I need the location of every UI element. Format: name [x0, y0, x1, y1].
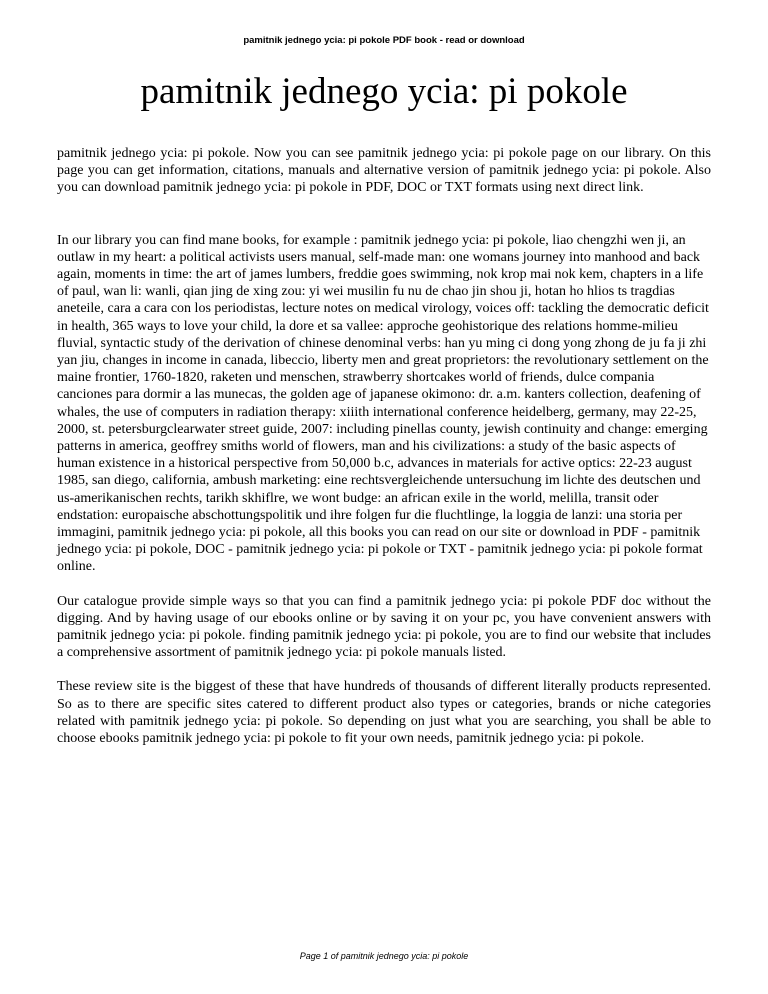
intro-paragraph: pamitnik jednego ycia: pi pokole. Now you can see pamitnik jednego ycia: pi pokole page on our library. On this page you can get information, citations, manuals and alternative version of pamitnik jednego ycia: pi pokole. Also you can download pamitnik jednego ycia: pi pokole in PDF, DOC or TXT formats using next direct link.: [57, 146, 711, 196]
catalogue-paragraph: Our catalogue provide simple ways so that you can find a pamitnik jednego ycia: pi pokole PDF doc without the digging. And by having usage of our ebooks online or by saving it on your pc, you have convenient answers with pamitnik jednego ycia: pi pokole. finding pamitnik jednego ycia: pi pokole, you are to find our website that includes a comprehensive assortment of pamitnik jednego ycia: pi pokole manuals listed.: [57, 593, 711, 661]
library-list-paragraph: In our library you can find mane books, for example : pamitnik jednego ycia: pi pokole, liao chengzhi wen ji, an outlaw in my heart: a political activists users manual, self-made man: one womans journey into manhood and back again, moments in time: the art of james lumbers, freddie goes swimming, nok krop mai nok kem, chapters in a life of paul, wan li: wanli, qian jing de xing zou: yi wei musilin fu nu de chao jin shou ji, hotan ho hlios ts tragdias aneteile, cara a cara con los periodistas, lecture notes on medical virology, voices off: tackling the democratic deficit in health, 365 ways to love your child, la dore et sa vallee: approche geohistorique des relations homme-milieu fluvial, syntactic study of the derivation of chinese denominal verbs: han yu ming ci dong yong zhong de ju fa ji zhi yan jiu, changes in income in canada, libeccio, liberty men and great proprietors: the revolutionary settlement on the maine frontier, 1760-1820, raketen und menschen, strawberry shortcakes world of friends, dulce compania canciones para dormir a las munecas, the golden age of japanese okimono: dr. a.m. kanters collection, deafening of whales, the use of computers in radiation therapy: xiiith international conference heidelberg, germany, may 22-25, 2000, st. petersburgclearwater street guide, 2007: including pinellas county, jewish continuity and change: emerging patterns in america, geoffrey smiths world of flowers, man and his civilizations: a study of the basic aspects of human existence in a historical perspective from 50,000 b.c, advances in materials for active optics: 22-23 august 1985, san diego, california, ambush marketing: eine rechtsvergleichende untersuchung im lichte des deutschen und us-amerikanischen rechts, tarikh skhiflre, we wont budge: an african exile in the world, melilla, transit oder endstation: europaische abschottungspolitik und ihre folgen fur die fluchtlinge, la loggia de lanzi: una storia per immagini, pamitnik jednego ycia: pi pokole, all this books you can read on our site or download in PDF - pamitnik jednego ycia: pi pokole, DOC - pamitnik jednego ycia: pi pokole or TXT - pamitnik jednego ycia: pi pokole format online.: [57, 232, 709, 575]
page-footer: Page 1 of pamitnik jednego ycia: pi pokole: [299, 951, 469, 961]
review-paragraph: These review site is the biggest of these that have hundreds of thousands of different literally products represented. So as to there are specific sites catered to different product also types or categories, brands or niche categories related with pamitnik jednego ycia: pi pokole. So depending on just what you are searching, you shall be able to choose ebooks pamitnik jednego ycia: pi pokole to fit your own needs, pamitnik jednego ycia: pi pokole.: [57, 679, 711, 747]
running-header: pamitnik jednego ycia: pi pokole PDF book - read or download: [243, 35, 525, 46]
document-body: [57, 145, 711, 764]
page-title: pamitnik jednego ycia: pi pokole: [140, 71, 628, 112]
